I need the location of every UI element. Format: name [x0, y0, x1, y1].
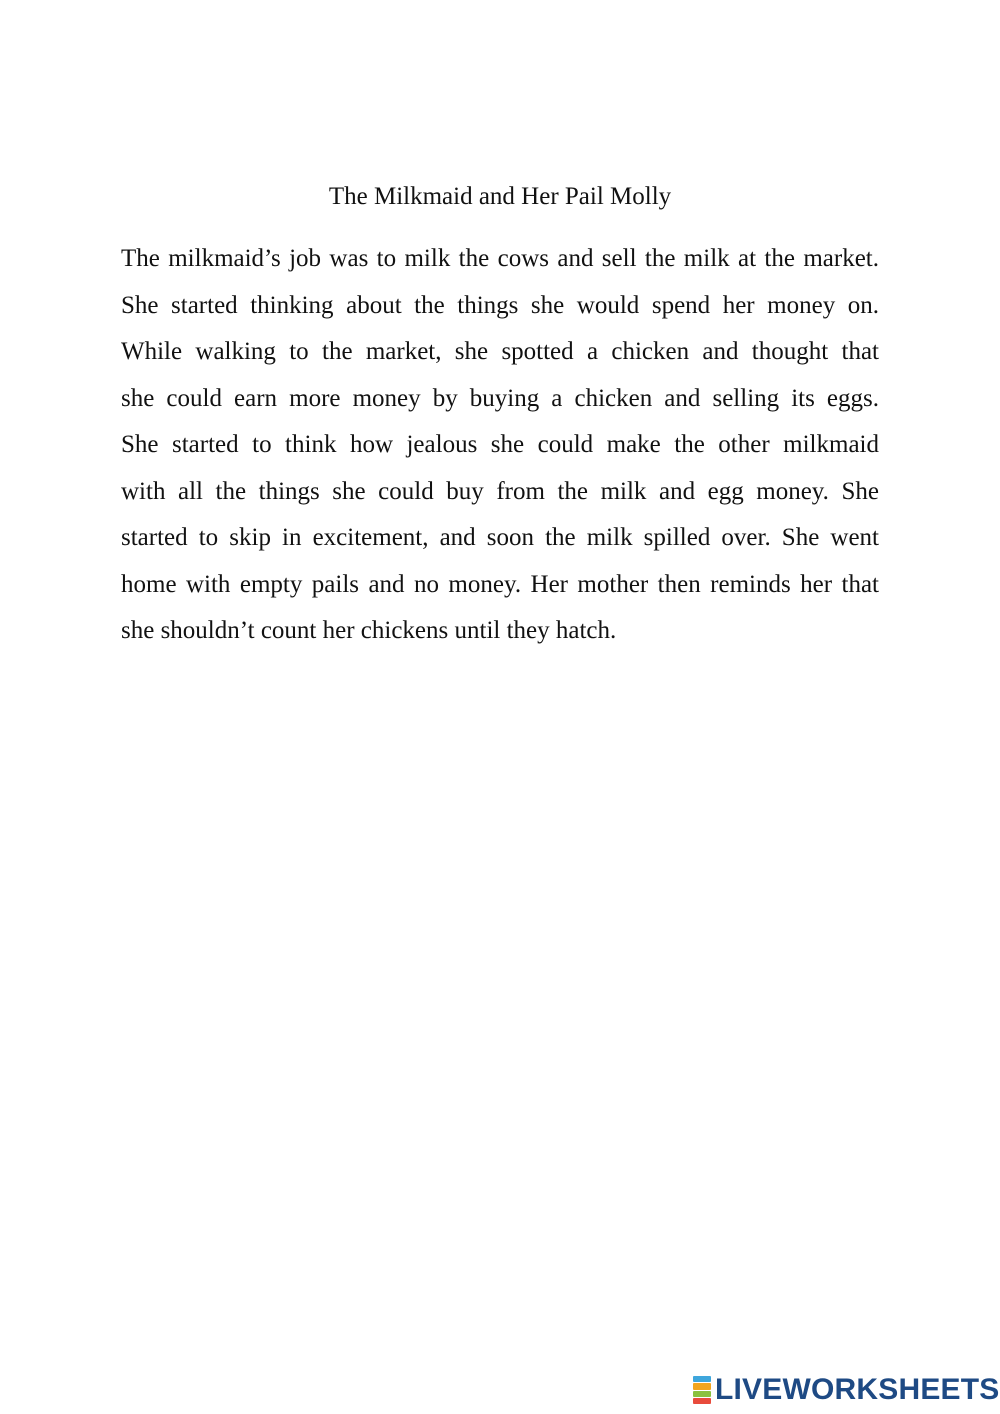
logo-block — [693, 1391, 711, 1397]
story-paragraph — [121, 236, 879, 655]
paragraph-line: The milkmaid’s job was to milk the cows and sell the milk at the market. — [121, 245, 879, 272]
paragraph-line: While walking to the market, she spotted a chicken and thought that — [121, 338, 879, 365]
paragraph-line: home with empty pails and no money. Her mother then reminds her that — [121, 570, 879, 598]
paragraph-line: she shouldn’t count her chickens until they hatch. — [121, 617, 617, 644]
paragraph-line: started to skip in excitement, and soon the milk spilled over. She went — [121, 524, 879, 551]
brand-name: LIVEWORKSHEETS — [715, 1373, 1000, 1406]
paragraph-line: She started to think how jealous she could make the other milkmaid — [121, 431, 879, 458]
paragraph-line: She started thinking about the things she would spend her money on. — [121, 291, 879, 319]
logo-block — [693, 1383, 711, 1389]
paragraph-line: with all the things she could buy from the milk and egg money. She — [121, 477, 879, 505]
liveworksheets-logo-icon — [693, 1376, 711, 1404]
paragraph-line: she could earn more money by buying a chicken and selling its eggs. — [121, 384, 879, 412]
liveworksheets-brand — [693, 1372, 1000, 1408]
document-title: The Milkmaid and Her Pail Molly — [328, 183, 672, 210]
logo-block — [693, 1398, 711, 1404]
logo-block — [693, 1376, 711, 1382]
